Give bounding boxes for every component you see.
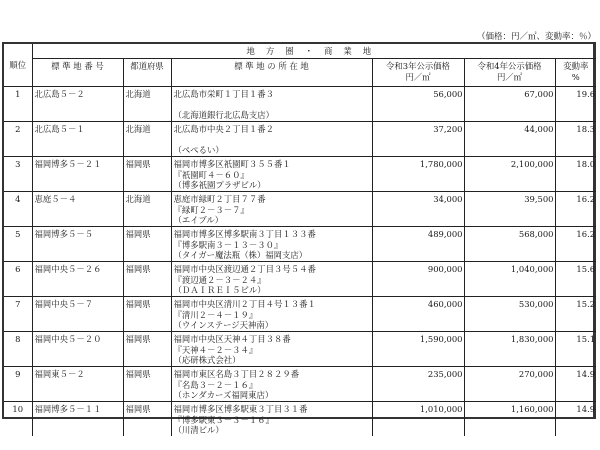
location-cell [171,192,372,227]
prefecture-cell: 北海道 [123,122,171,157]
table-row [4,402,596,437]
location-residence-display: 『渡辺通２－３－２４』 [173,274,266,285]
price-r4-cell: 1,160,000 [464,402,555,437]
standard-number-cell: 福岡博多５－２１ [32,157,123,192]
table-row [4,367,596,402]
table-row [4,227,596,262]
location-address: 福岡市東区名島３丁目２８２９番 [173,369,300,379]
header-prefecture: 都道府県 [123,59,171,87]
location-building-name: （タイガー魔法瓶（株）福岡支店） [173,250,308,261]
change-rate-cell: 15.1 [555,332,596,367]
change-rate-cell: 16.2 [555,227,596,262]
prefecture-cell: 福岡県 [123,367,171,402]
table-row [4,297,596,332]
table-row [4,262,596,297]
price-r4-cell: 568,000 [464,227,555,262]
rank-cell: 7 [4,297,32,332]
header-price-r3-label: 令和3年公示価格 [386,61,450,71]
standard-number-cell: 福岡中央５－２６ [32,262,123,297]
location-address: 福岡市中央区天神４丁目３８番 [173,334,291,344]
price-r3-cell: 900,000 [372,262,464,297]
prefecture-cell: 福岡県 [123,227,171,262]
location-cell [171,297,372,332]
table-row [4,122,596,157]
table-row [4,87,596,122]
prefecture-cell: 北海道 [123,87,171,122]
rank-cell: 9 [4,367,32,402]
location-address: 福岡市博多区博多駅南３丁目１３３番 [173,229,316,239]
header-standard-number: 標 準 地 番 号 [32,59,123,87]
rank-cell: 4 [4,192,32,227]
header-change-rate [555,59,596,87]
location-address: 福岡市中央区渡辺通２丁目３号５４番 [173,264,316,274]
standard-number-cell: 福岡中央５－７ [32,297,123,332]
location-cell [171,227,372,262]
location-cell [171,87,372,122]
location-residence-display: 『天神４－２－３４』 [173,344,258,355]
location-cell [171,262,372,297]
price-r3-cell: 460,000 [372,297,464,332]
location-residence-display: 『博多駅東３－３－１６』 [173,414,274,425]
prefecture-cell: 福岡県 [123,297,171,332]
table-row [4,192,596,227]
location-building-name: （博多祇園プラザビル） [173,180,266,191]
change-rate-cell: 15.2 [555,297,596,332]
header-price-r4 [464,59,555,87]
price-r3-cell: 1,780,000 [372,157,464,192]
header-rank: 順位 [4,44,32,87]
rank-cell: 1 [4,87,32,122]
prefecture-cell: 福岡県 [123,332,171,367]
location-address: 北広島市中央２丁目１番２ [173,124,274,134]
location-cell [171,122,372,157]
land-price-table [4,44,596,436]
location-building-name: （ぺぺるい） [173,145,224,156]
standard-number-cell: 福岡博多５－５ [32,227,123,262]
change-rate-cell: 18.3 [555,122,596,157]
change-rate-cell: 15.6 [555,262,596,297]
location-building-name: （ＤＡＩＲＥＩ５ビル） [173,285,266,296]
header-price-r4-label: 令和4年公示価格 [477,61,542,71]
location-residence-display: 『清川２－４－１９』 [173,309,258,320]
land-price-table-frame [2,42,596,436]
location-building-name: （応研株式会社） [173,355,241,366]
location-building-name: （エイブル） [173,215,224,226]
table-row [4,157,596,192]
location-residence-display: 『博多駅南３－１３－３０』 [173,239,283,250]
location-address: 北広島市栄町１丁目１番３ [173,89,274,99]
location-address: 福岡市中央区清川２丁目４号１３番１ [173,299,316,309]
standard-number-cell: 北広島５－２ [32,87,123,122]
location-building-name: （川清ビル） [173,425,224,436]
header-change-unit: % [571,71,580,82]
location-building-name: （北海道銀行北広島支店） [173,110,274,121]
location-address: 恵庭市緑町２丁目７７番 [173,194,266,204]
price-r3-cell: 34,000 [372,192,464,227]
price-r3-cell: 1,590,000 [372,332,464,367]
change-rate-cell: 14.9 [555,402,596,437]
rank-cell: 3 [4,157,32,192]
prefecture-cell: 福岡県 [123,157,171,192]
price-r4-cell: 2,100,000 [464,157,555,192]
rank-cell: 6 [4,262,32,297]
price-r3-cell: 37,200 [372,122,464,157]
standard-number-cell: 福岡東５－２ [32,367,123,402]
header-change-label: 変動率 [563,61,589,71]
location-residence-display: 『緑町２－３－７』 [173,204,249,215]
change-rate-cell: 14.9 [555,367,596,402]
location-cell [171,402,372,437]
table-row [4,332,596,367]
price-r4-cell: 1,830,000 [464,332,555,367]
rank-cell: 2 [4,122,32,157]
header-price-r3-unit: 円／㎡ [405,71,431,82]
location-address: 福岡市博多区博多駅東３丁目３１番 [173,404,308,414]
location-residence-display: 『祇園町４－６０』 [173,169,249,180]
price-r3-cell: 56,000 [372,87,464,122]
location-residence-display [174,100,370,111]
rank-cell: 10 [4,402,32,437]
location-cell [171,157,372,192]
location-building-name: （ホンダカーズ福岡東店） [173,390,274,401]
rank-cell: 5 [4,227,32,262]
location-building-name: （ウインステージ天神南） [173,320,274,331]
price-r4-cell: 530,000 [464,297,555,332]
change-rate-cell: 16.2 [555,192,596,227]
price-r4-cell: 1,040,000 [464,262,555,297]
price-r4-cell: 39,500 [464,192,555,227]
location-address: 福岡市博多区祇園町３５５番１ [173,159,291,169]
price-r3-cell: 1,010,000 [372,402,464,437]
change-rate-cell: 19.6 [555,87,596,122]
prefecture-cell: 福岡県 [123,262,171,297]
header-region: 地方圏・商業地 [32,44,596,59]
location-cell [171,367,372,402]
price-r4-cell: 270,000 [464,367,555,402]
standard-number-cell: 恵庭５－４ [32,192,123,227]
price-r3-cell: 489,000 [372,227,464,262]
price-r4-cell: 67,000 [464,87,555,122]
price-r3-cell: 235,000 [372,367,464,402]
price-r4-cell: 44,000 [464,122,555,157]
standard-number-cell: 北広島５－１ [32,122,123,157]
header-price-r3 [372,59,464,87]
standard-number-cell: 福岡博多５－１１ [32,402,123,437]
prefecture-cell: 北海道 [123,192,171,227]
header-location: 標 準 地 の 所 在 地 [171,59,372,87]
rank-cell: 8 [4,332,32,367]
unit-note: （価格：円／㎡、変動率：％） [476,32,596,42]
standard-number-cell: 福岡中央５－２０ [32,332,123,367]
change-rate-cell: 18.0 [555,157,596,192]
location-residence-display [174,135,370,146]
location-cell [171,332,372,367]
header-price-r4-unit: 円／㎡ [496,71,523,82]
prefecture-cell: 福岡県 [123,402,171,437]
location-residence-display: 『名島３－２－１６』 [173,379,258,390]
